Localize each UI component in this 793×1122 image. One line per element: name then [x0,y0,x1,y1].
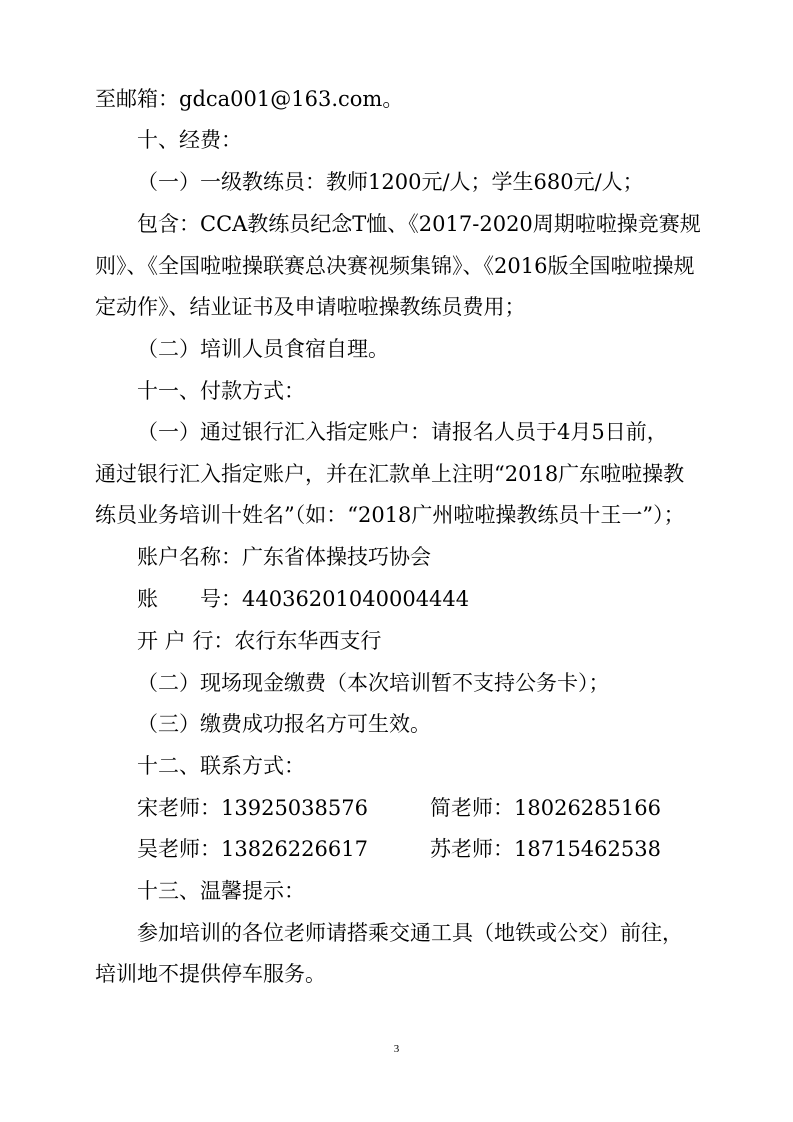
contact-heading: 十二、联系方式： [137,754,305,778]
payment-heading: 十一、付款方式： [137,379,305,403]
account-name-label: 账户名称： [137,545,242,569]
fee-include-line-1: 包含：CCA教练员纪念T恤、《2017-2020周期啦啦操竞赛规 [137,212,701,236]
payment-item-1-line-1: （一）通过银行汇入指定账户：请报名人员于4月5日前， [137,420,668,444]
contact-row [0,794,793,822]
contact-row [0,835,793,863]
tips-heading: 十三、温馨提示： [137,879,305,903]
contact-jian: 简老师：18026285166 [430,796,661,820]
account-number-value: 44036201040004444 [242,587,470,611]
contact-song: 宋老师：13925038576 [137,796,368,820]
contact-wu: 吴老师：13826226617 [137,837,368,861]
fee-item-2: （二）培训人员食宿自理。 [137,337,389,361]
payment-item-1-line-3: 练员业务培训十姓名”（如：“2018广州啦啦操教练员十王一”）； [95,503,685,527]
payment-item-3: （三）缴费成功报名方可生效。 [137,712,431,736]
fee-include-line-2: 则》、《全国啦啦操联赛总决赛视频集锦》、《2016版全国啦啦操规 [95,254,695,278]
account-number-label: 账 号： [137,587,242,611]
tips-line-1: 参加培训的各位老师请搭乘交通工具（地铁或公交）前往， [137,921,683,945]
contact-su: 苏老师：18715462538 [430,837,661,861]
account-bank-label: 开 户 行： [137,629,235,653]
fee-item-1: （一）一级教练员：教师1200元/人；学生680元/人； [137,170,644,194]
email-line: 至邮箱：gdca001@163.com。 [95,87,404,111]
tips-line-2: 培训地不提供停车服务。 [95,962,326,986]
account-name-row [137,543,703,571]
fee-include-line-3: 定动作》、结业证书及申请啦啦操教练员费用； [95,295,526,319]
payment-item-2: （二）现场现金缴费（本次培训暂不支持公务卡）； [137,671,610,695]
fee-heading: 十、经费： [137,128,242,152]
account-bank-row [137,627,703,655]
account-number-row [137,585,703,613]
account-name-value: 广东省体操技巧协会 [242,545,431,569]
payment-item-1-line-2: 通过银行汇入指定账户，并在汇款单上注明“2018广东啦啦操教 [95,462,685,486]
page-number: 3 [393,1043,400,1055]
account-bank-value: 农行东华西支行 [234,629,382,653]
